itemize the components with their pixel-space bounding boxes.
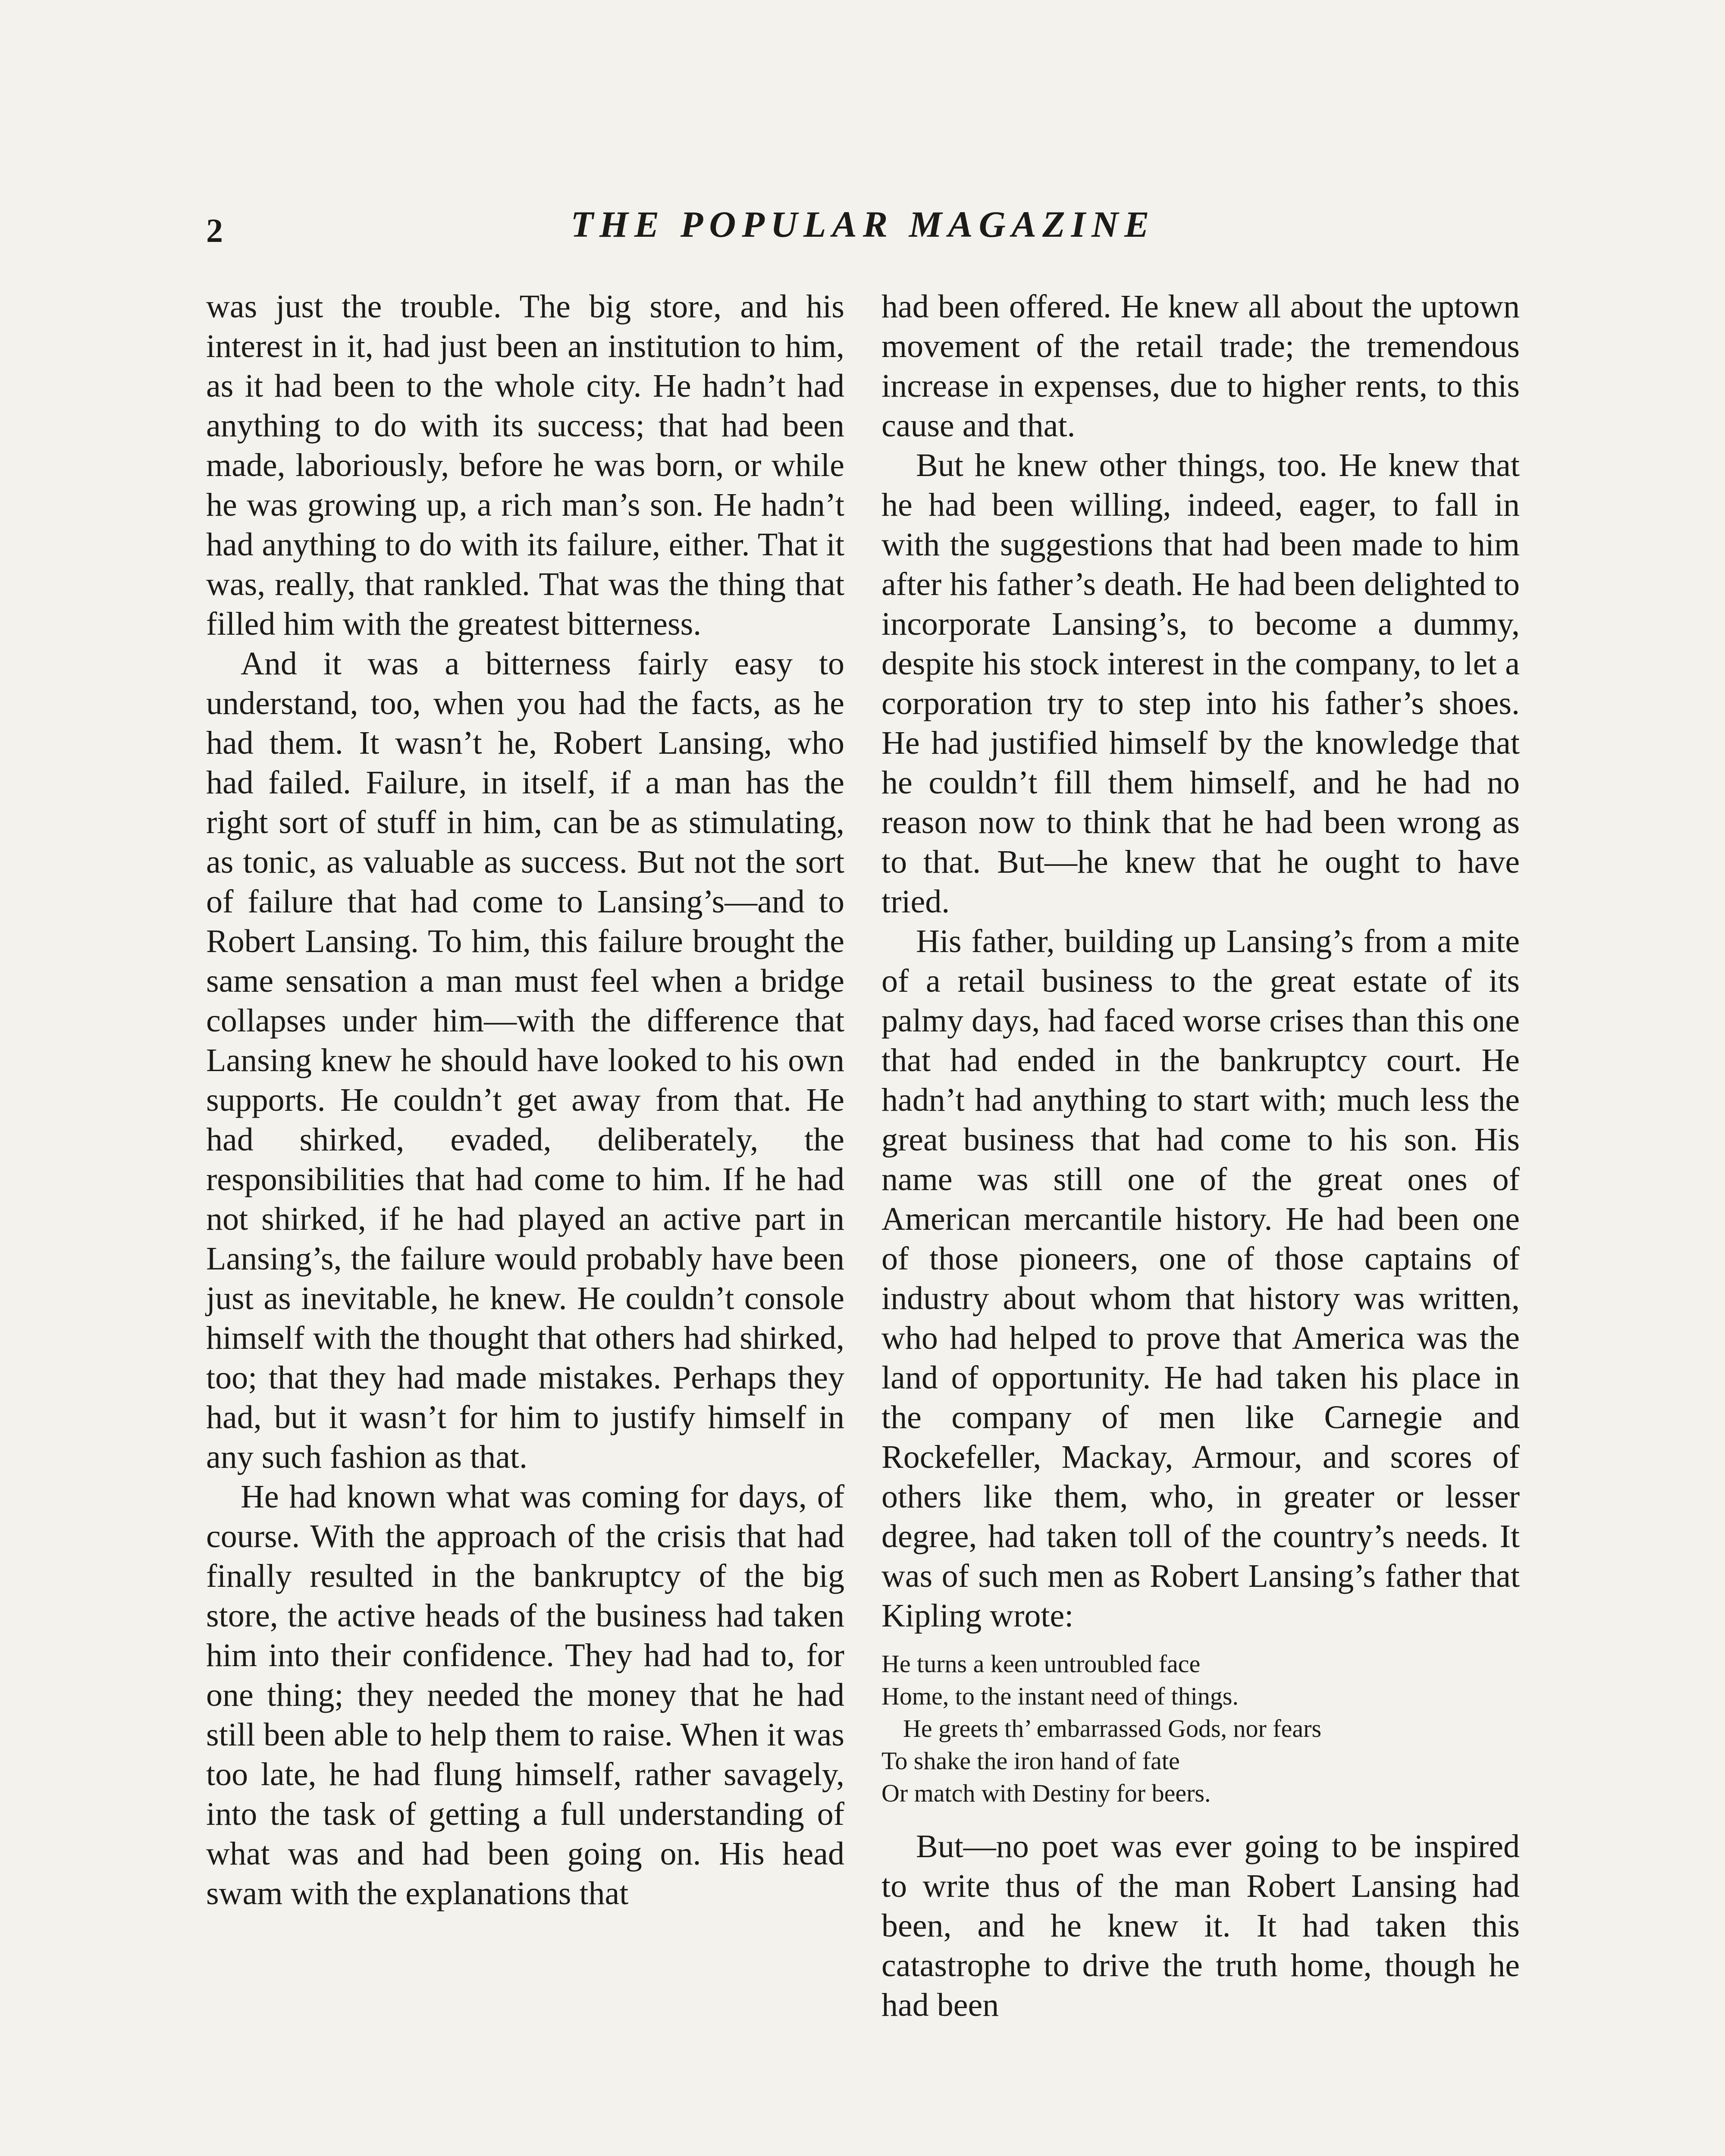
right-paragraph-2: But he knew other things, too. He knew that he had been willing, indeed, eager, to fall in with the suggestions that had been made to him after his father’s death. He had been delighted to incorporate Lansing’s, to become a dummy, despite his stock interest in the company, to let a corporation try to step into his father’s shoes. He had justified himself by the knowledge that he couldn’t fill them himself, and he had no reason now to think that he had been wrong as to that. But—he knew that he ought to have tried. <box>881 447 1520 920</box>
verse-line: Or match with Destiny for beers. <box>881 1779 1211 1807</box>
kipling-verse <box>881 1648 1520 1809</box>
page-number: 2 <box>206 212 223 249</box>
right-column <box>881 287 1520 2025</box>
verse-line: To shake the iron hand of fate <box>881 1747 1180 1775</box>
right-paragraph-3: His father, building up Lansing’s from a mite of a retail business to the great estate of its palmy days, had faced worse crises than this one that had ended in the bankruptcy court. He hadn’t had anything to start with; much less the great business that had come to his son. His name was still one of the great ones of American mercantile history. He had been one of those pioneers, one of those captains of industry about whom that history was written, who had helped to prove that America was the land of opportunity. He had taken his place in the company of men like Carnegie and Rockefeller, Mackay, Armour, and scores of others like them, who, in greater or lesser degree, had taken toll of the country’s needs. It was of such men as Robert Lansing’s father that Kipling wrote: <box>881 923 1520 1634</box>
magazine-title: THE POPULAR MAGAZINE <box>571 204 1155 245</box>
verse-line: He turns a keen untroubled face <box>881 1650 1201 1678</box>
left-column <box>206 287 844 1913</box>
page-header <box>206 203 1520 254</box>
right-paragraph-4: But—no poet was ever going to be inspired to write thus of the man Robert Lansing had been, and he knew it. It had taken this catastrophe to drive the truth home, though he had been <box>881 1828 1520 2023</box>
left-paragraph-2: And it was a bitterness fairly easy to understand, too, when you had the facts, as he had them. It wasn’t he, Robert Lansing, who had failed. Failure, in itself, if a man has the right sort of stuff in him, can be as stimulating, as tonic, as valuable as success. But not the sort of failure that had come to Lansing’s—and to Robert Lansing. To him, this failure brought the same sensation a man must feel when a bridge collapses under him—with the difference that Lansing knew he should have looked to his own supports. He couldn’t get away from that. He had shirked, evaded, deliberately, the responsibilities that had come to him. If he had not shirked, if he had played an active part in Lansing’s, the failure would probably have been just as inevitable, he knew. He couldn’t console himself with the thought that others had shirked, too; that they had made mistakes. Perhaps they had, but it wasn’t for him to justify himself in any such fashion as that. <box>206 646 844 1475</box>
left-paragraph-1: was just the trouble. The big store, and his interest in it, had just been an institution to him, as it had been to the whole city. He hadn’t had anything to do with its success; that had been made, laboriously, before he was born, or while he was growing up, a rich man’s son. He hadn’t had anything to do with its failure, either. That it was, really, that rankled. That was the thing that filled him with the greatest bitterness. <box>206 288 844 642</box>
left-paragraph-3: He had known what was coming for days, of course. With the approach of the crisis that had finally resulted in the bankruptcy of the big store, the active heads of the business had taken him into their confidence. They had had to, for one thing; they needed the money that he had still been able to help them to raise. When it was too late, he had flung himself, rather savagely, into the task of getting a full understanding of what was and had been going on. His head swam with the explanations that <box>206 1479 844 1912</box>
right-paragraph-1: had been offered. He knew all about the uptown movement of the retail trade; the tremendous increase in expenses, due to higher rents, to this cause and that. <box>881 288 1520 444</box>
verse-line: He greets th’ embarrassed Gods, nor fears <box>903 1714 1322 1742</box>
verse-line: Home, to the instant need of things. <box>881 1682 1239 1710</box>
